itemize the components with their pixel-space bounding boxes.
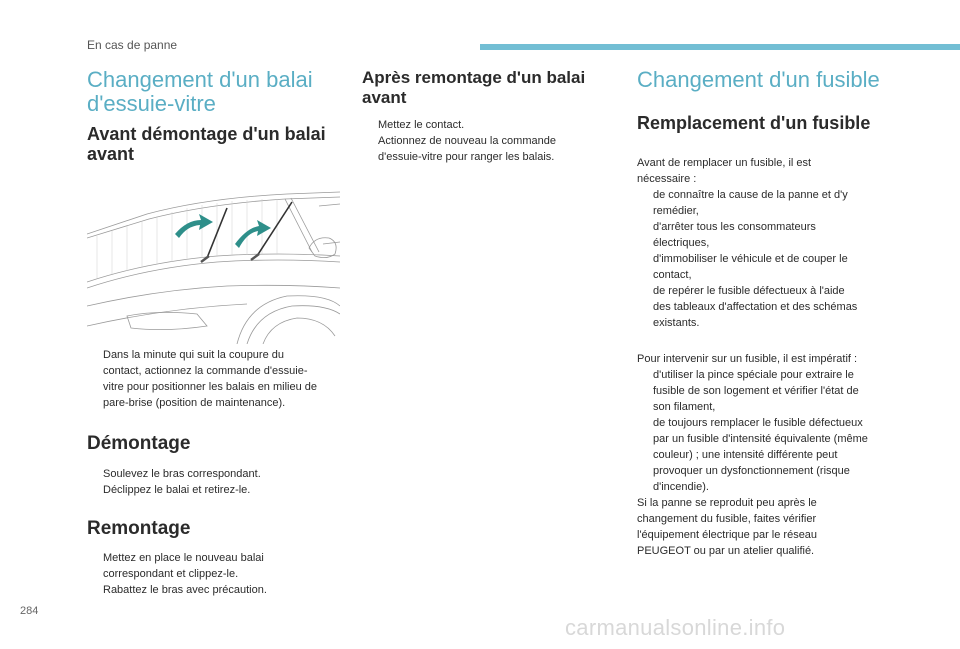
paragraph-line: l'équipement électrique par le réseau: [637, 529, 818, 541]
list-item-line: électriques,: [653, 237, 710, 249]
list-item-line: d'immobiliser le véhicule et de couper le: [653, 253, 848, 265]
heading-before-removal-line2: avant: [87, 144, 135, 164]
list-item-line: son filament,: [653, 401, 716, 413]
list-item: [637, 283, 902, 331]
list-item-line: d'essuie-vitre pour ranger les balais.: [378, 151, 555, 163]
list-item-line: correspondant et clippez-le.: [103, 568, 239, 580]
heading-removal: Démontage: [87, 433, 191, 454]
list-item-line: Soulevez le bras correspondant.: [103, 468, 261, 480]
list-item-line: Mettez le contact.: [378, 119, 465, 131]
heading-after-refitting-line2: avant: [362, 88, 407, 107]
list-item-line: fusible de son logement et vérifier l'état de: [653, 385, 859, 397]
list-item: [637, 367, 907, 415]
fuse-procedure: [637, 351, 907, 559]
list-item-line: Dans la minute qui suit la coupure du: [103, 349, 284, 361]
paragraph-line: PEUGEOT ou par un atelier qualifié.: [637, 545, 815, 557]
list-item: [362, 117, 612, 133]
arrow-icon: [175, 214, 213, 238]
list-item: [87, 466, 342, 482]
list-item-line: Rabattez le bras avec précaution.: [103, 584, 267, 596]
list-item-line: par un fusible d'intensité équivalente (même: [653, 433, 868, 445]
list-item-line: Actionnez de nouveau la commande: [378, 135, 556, 147]
paragraph-line: changement du fusible, faites vérifier: [637, 513, 817, 525]
list-item: [637, 415, 907, 495]
wiper-illustration: [87, 186, 340, 344]
heading-refitting: Remontage: [87, 518, 191, 539]
section-title-wiper-line2: d'essuie-vitre: [87, 91, 216, 116]
list-item: [87, 347, 342, 411]
list-item-line: d'arrêter tous les consommateurs: [653, 221, 816, 233]
list-item-line: contact,: [653, 269, 692, 281]
list-item-line: Mettez en place le nouveau balai: [103, 552, 264, 564]
list-item-line: de repérer le fusible défectueux à l'aide: [653, 285, 845, 297]
before-removal-list: [87, 347, 342, 411]
chapter-bar: [480, 44, 960, 50]
after-refitting-list: [362, 117, 612, 165]
heading-before-removal: [87, 124, 326, 164]
list-item-line: vitre pour positionner les balais en milieu de: [103, 381, 318, 393]
list-item: [637, 219, 902, 251]
paragraph-line: nécessaire :: [637, 173, 697, 185]
section-title-wiper-line1: Changement d'un balai: [87, 67, 313, 92]
heading-fuse-replacement: Remplacement d'un fusible: [637, 113, 871, 133]
list-item-line: remédier,: [653, 205, 699, 217]
list-item-line: d'incendie).: [653, 481, 709, 493]
list-item: [637, 187, 902, 219]
list-item-line: couleur) ; une intensité différente peut: [653, 449, 838, 461]
list-item-line: de connaître la cause de la panne et d'y: [653, 189, 848, 201]
paragraph-line: Si la panne se reproduit peu après le: [637, 497, 817, 509]
heading-after-refitting-line1: Après remontage d'un balai: [362, 68, 586, 87]
list-item-line: d'utiliser la pince spéciale pour extraire le: [653, 369, 854, 381]
list-item: [87, 550, 342, 582]
list-item-line: pare-brise (position de maintenance).: [103, 397, 286, 409]
list-item-line: Déclippez le balai et retirez-le.: [103, 484, 251, 496]
list-item-line: provoquer un dysfonctionnement (risque: [653, 465, 850, 477]
list-item-line: de toujours remplacer le fusible défectueux: [653, 417, 863, 429]
fuse-intro: [637, 155, 902, 331]
list-item: [637, 251, 902, 283]
chapter-label: En cas de panne: [87, 38, 178, 52]
list-item-line: des tableaux d'affectation et des schémas: [653, 301, 858, 313]
removal-list: [87, 466, 342, 498]
list-item: [362, 133, 612, 165]
car-windscreen-drawing: [87, 186, 340, 344]
watermark: carmanualsonline.info: [565, 615, 786, 640]
list-item: [87, 482, 342, 498]
section-title-fuse: Changement d'un fusible: [637, 67, 880, 92]
section-title-wiper: [87, 68, 313, 116]
list-item-line: contact, actionnez la commande d'essuie-: [103, 365, 308, 377]
paragraph-line: Avant de remplacer un fusible, il est: [637, 157, 812, 169]
heading-after-refitting: [362, 68, 585, 108]
list-item: [87, 582, 342, 598]
page-number: 284: [20, 605, 39, 617]
list-item-line: existants.: [653, 317, 700, 329]
heading-before-removal-line1: Avant démontage d'un balai: [87, 124, 326, 144]
paragraph-line: Pour intervenir sur un fusible, il est impératif :: [637, 353, 858, 365]
refitting-list: [87, 550, 342, 598]
